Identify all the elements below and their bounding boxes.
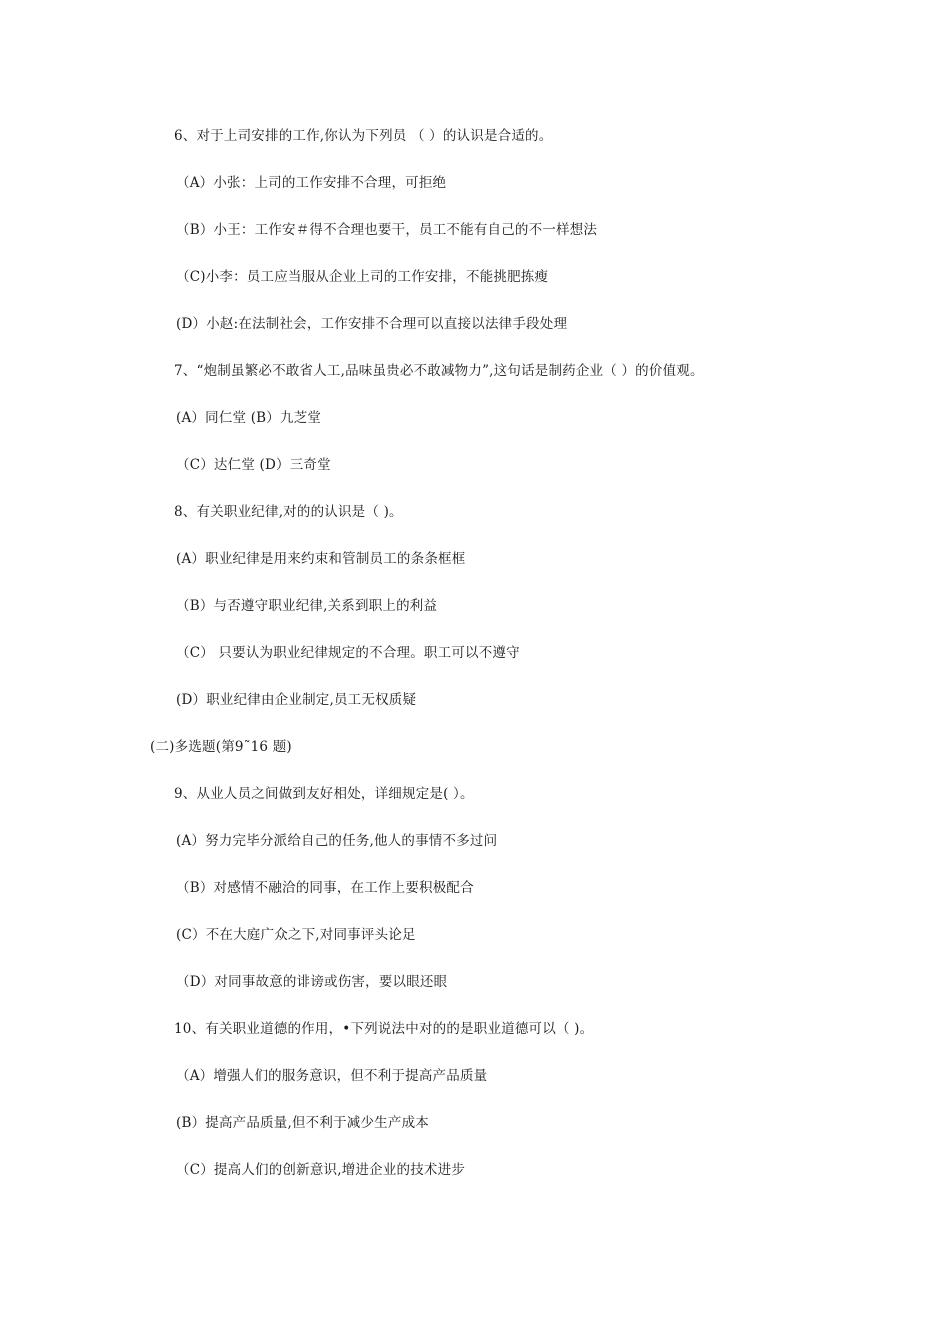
question-6-option-b: （B）小王：工作安＃得不合理也要干，员工不能有自己的不一样想法: [176, 222, 598, 238]
question-8-option-b: （B）与否遵守职业纪律,关系到职上的利益: [176, 598, 438, 614]
section-heading-multiple-choice: (二)多选题(第9˜16 题): [150, 739, 292, 755]
question-9-option-c: (C）不在大庭广众之下,对同事评头论足: [176, 927, 416, 943]
question-8-option-a: (A）职业纪律是用来约束和管制员工的条条框框: [176, 551, 466, 567]
question-8-option-c: （C） 只要认为职业纪律规定的不合理。职工可以不遵守: [176, 645, 520, 661]
question-9-option-b: （B）对感情不融洽的同事，在工作上要积极配合: [176, 880, 474, 896]
question-9: 9、从业人员之间做到友好相处，详细规定是( ）。: [174, 786, 474, 802]
question-10-option-b: (B）提高产品质量,但不利于减少生产成本: [176, 1115, 429, 1131]
question-7-options-cd: （C）达仁堂 (D）三奇堂: [176, 457, 331, 473]
question-6-option-a: （A）小张：上司的工作安排不合理，可拒绝: [176, 175, 447, 191]
question-9-option-d: （D）对同事故意的诽谤或伤害，要以眼还眼: [176, 974, 448, 990]
question-6-option-c: （C)小李：员工应当服从企业上司的工作安排，不能挑肥拣瘦: [176, 269, 549, 285]
question-10-option-c: （C）提高人们的创新意识,增进企业的技术进步: [176, 1162, 466, 1178]
question-8-option-d: (D）职业纪律由企业制定,员工无权质疑: [176, 692, 417, 708]
question-7: 7、“炮制虽繁必不敢省人工,品味虽贵必不敢减物力”,这句话是制药企业（ ）的价值观。: [174, 363, 704, 379]
question-10-option-a: （A）增强人们的服务意识，但不利于提高产品质量: [176, 1068, 488, 1084]
question-6-option-d: (D）小赵:在法制社会，工作安排不合理可以直接以法律手段处理: [176, 316, 568, 332]
question-7-options-ab: (A）同仁堂 (B）九芝堂: [176, 410, 322, 426]
question-10: 10、有关职业道德的作用，•下列说法中对的的是职业道德可以（ )。: [174, 1021, 594, 1037]
question-8: 8、有关职业纪律,对的的认识是（ )。: [174, 504, 403, 520]
question-9-option-a: (A）努力完毕分派给自己的任务,他人的事情不多过问: [176, 833, 498, 849]
question-6: 6、对于上司安排的工作,你认为下列员 （ ）的认识是合适的。: [174, 128, 553, 144]
